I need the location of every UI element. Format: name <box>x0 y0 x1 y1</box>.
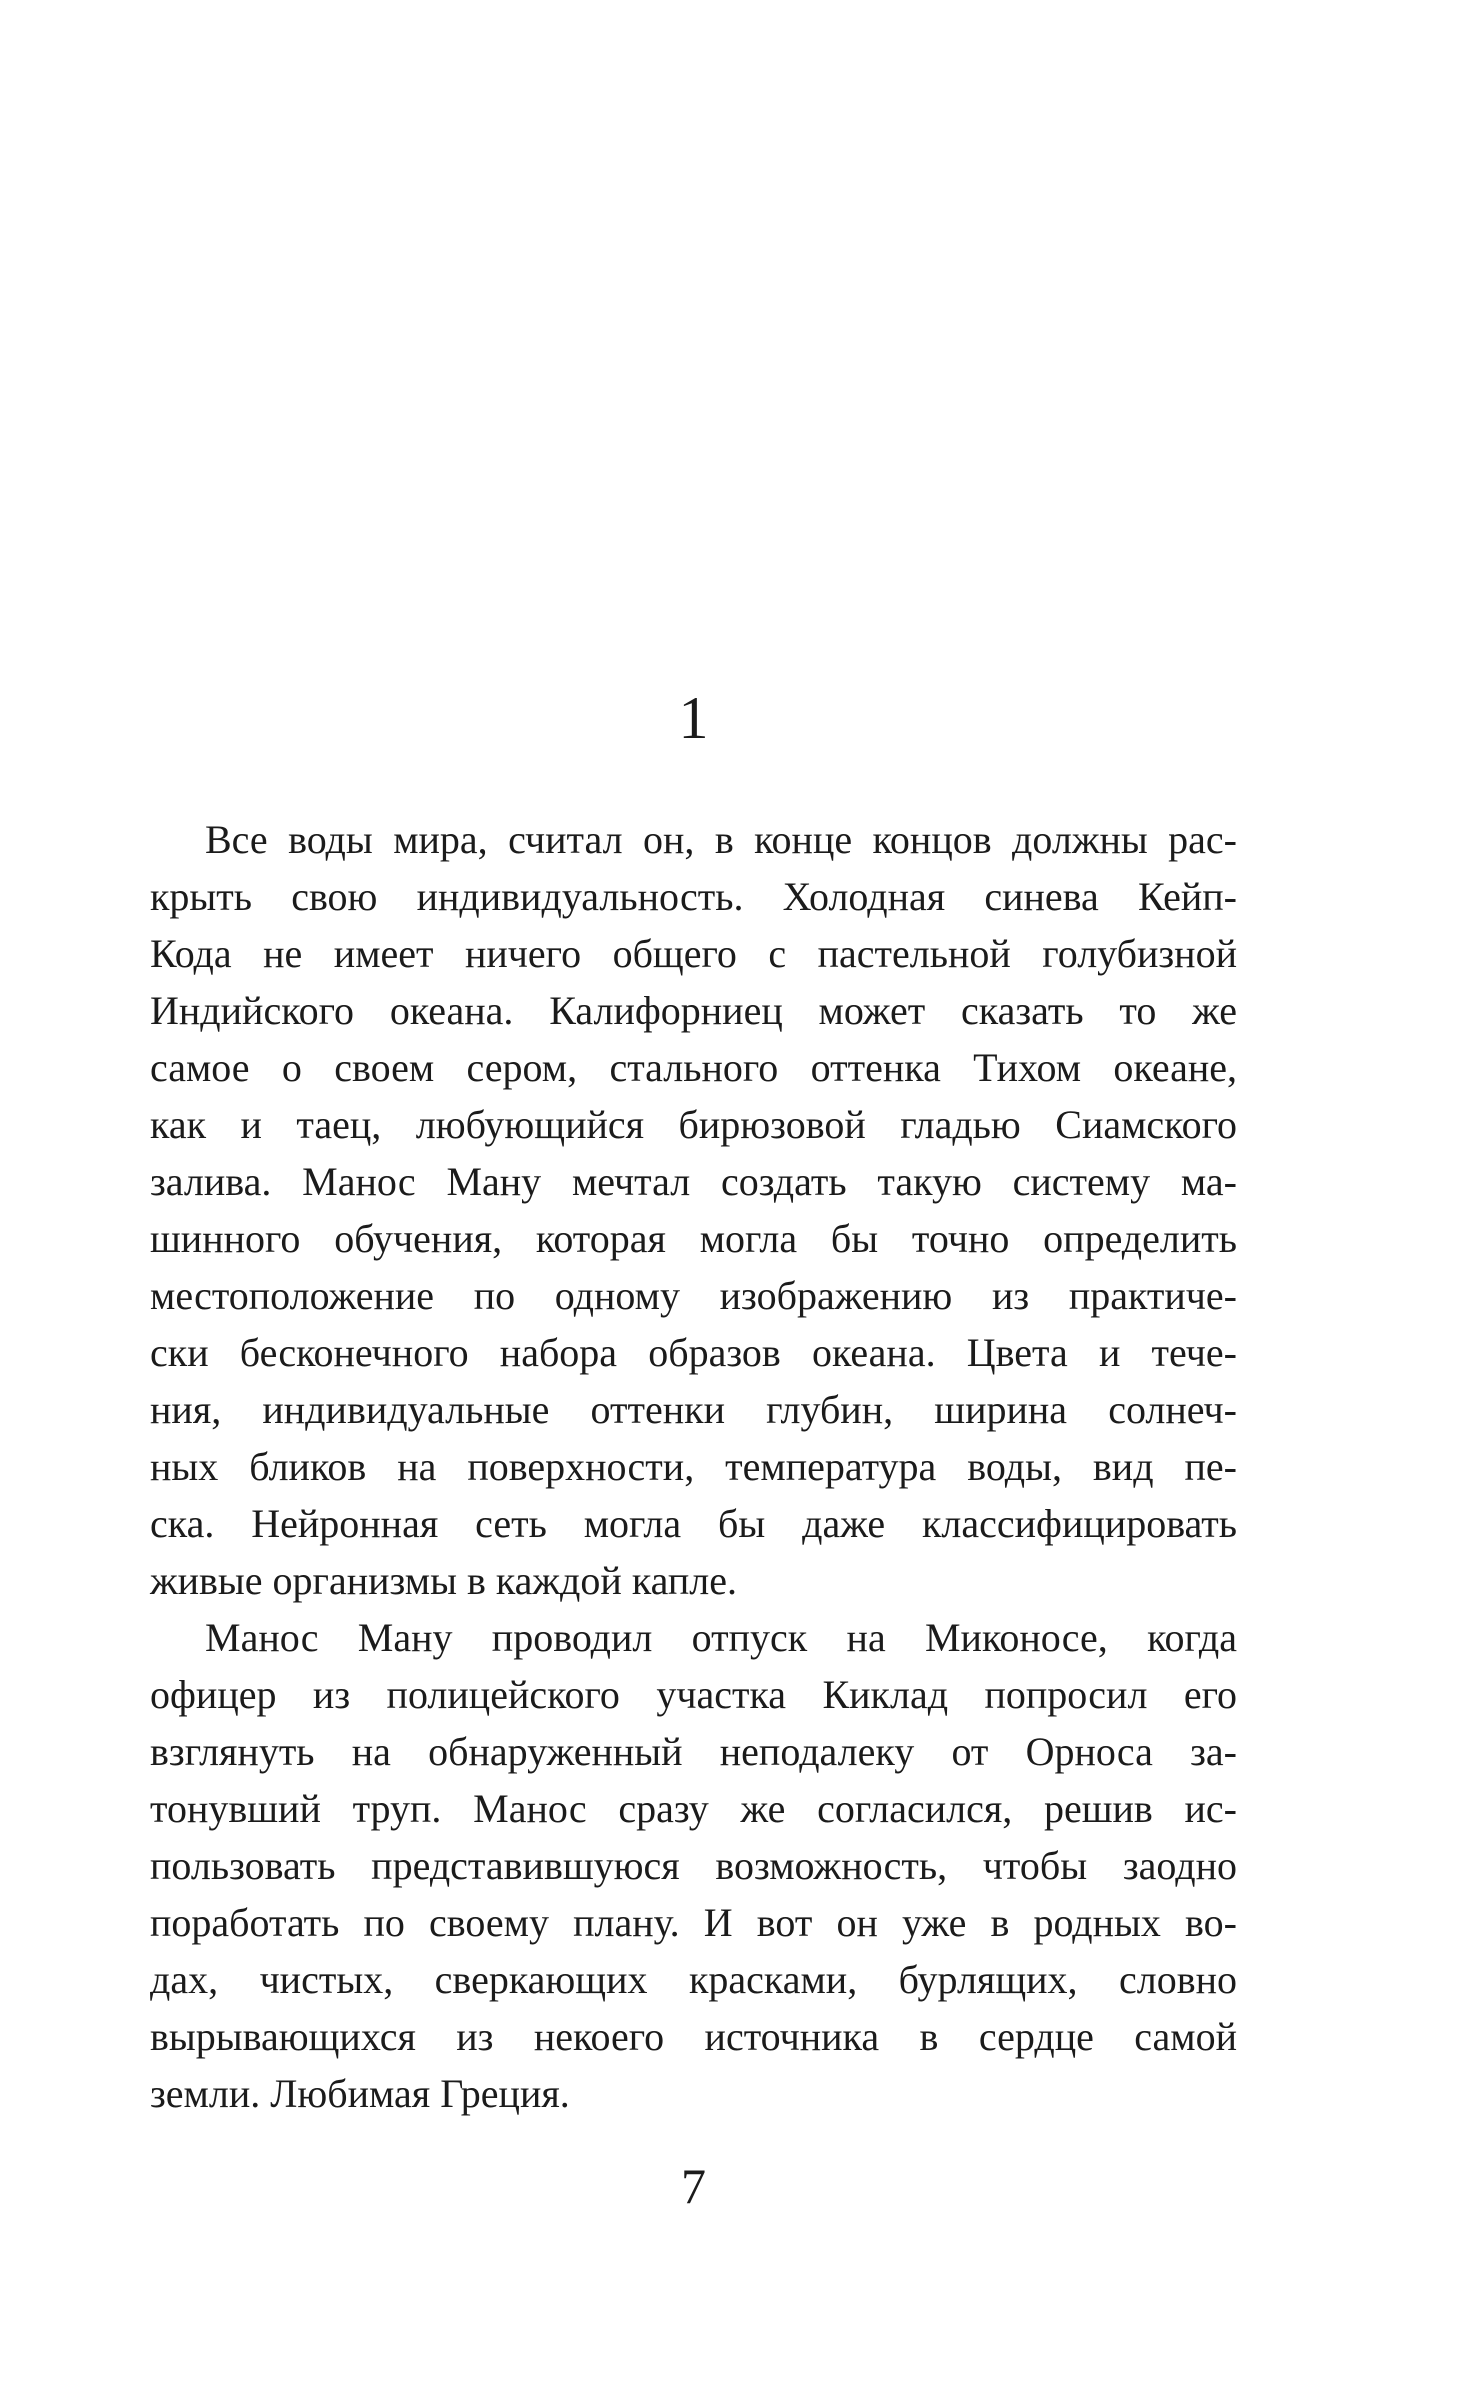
text-line: поработать по своему плану. И вот он уже в родных во- <box>150 1900 1237 1945</box>
text-line: Все воды мира, считал он, в конце концов должны рас- <box>205 817 1237 862</box>
text-line: Индийского океана. Калифорниец может сказать то же <box>150 988 1237 1033</box>
text-line: ных бликов на поверхности, температура воды, вид пе- <box>150 1444 1237 1489</box>
text-line: крыть свою индивидуальность. Холодная синева Кейп- <box>150 874 1237 919</box>
text-line: ски бесконечного набора образов океана. Цвета и тече- <box>150 1330 1237 1375</box>
text-line: ния, индивидуальные оттенки глубин, ширина солнеч- <box>150 1387 1237 1432</box>
text-line: тонувший труп. Манос сразу же согласился, решив ис- <box>150 1786 1237 1831</box>
text-line: шинного обучения, которая могла бы точно определить <box>150 1216 1237 1261</box>
text-line: взглянуть на обнаруженный неподалеку от Орноса за- <box>150 1729 1237 1774</box>
text-line: дах, чистых, сверкающих красками, бурлящих, словно <box>150 1957 1237 2002</box>
text-line: живые организмы в каждой капле. <box>150 1558 737 1603</box>
body-text <box>150 811 1237 2122</box>
text-line: Манос Ману проводил отпуск на Миконосе, когда <box>205 1615 1237 1660</box>
text-line: самое о своем сером, стального оттенка Тихом океане, <box>150 1045 1237 1090</box>
text-line: залива. Манос Ману мечтал создать такую систему ма- <box>150 1159 1237 1204</box>
text-line: вырывающихся из некоего источника в сердце самой <box>150 2014 1237 2059</box>
chapter-heading: 1 <box>678 685 709 751</box>
text-line: как и таец, любующийся бирюзовой гладью Сиамского <box>150 1102 1237 1147</box>
text-line: ска. Нейронная сеть могла бы даже классифицировать <box>150 1501 1237 1546</box>
text-line: Кода не имеет ничего общего с пастельной голубизной <box>150 931 1237 976</box>
page-number: 7 <box>681 2158 706 2214</box>
text-line: пользовать представившуюся возможность, чтобы заодно <box>150 1843 1237 1888</box>
text-line: местоположение по одному изображению из практиче- <box>150 1273 1237 1318</box>
text-line: офицер из полицейского участка Киклад попросил его <box>150 1672 1237 1717</box>
text-line: земли. Любимая Греция. <box>150 2071 570 2116</box>
